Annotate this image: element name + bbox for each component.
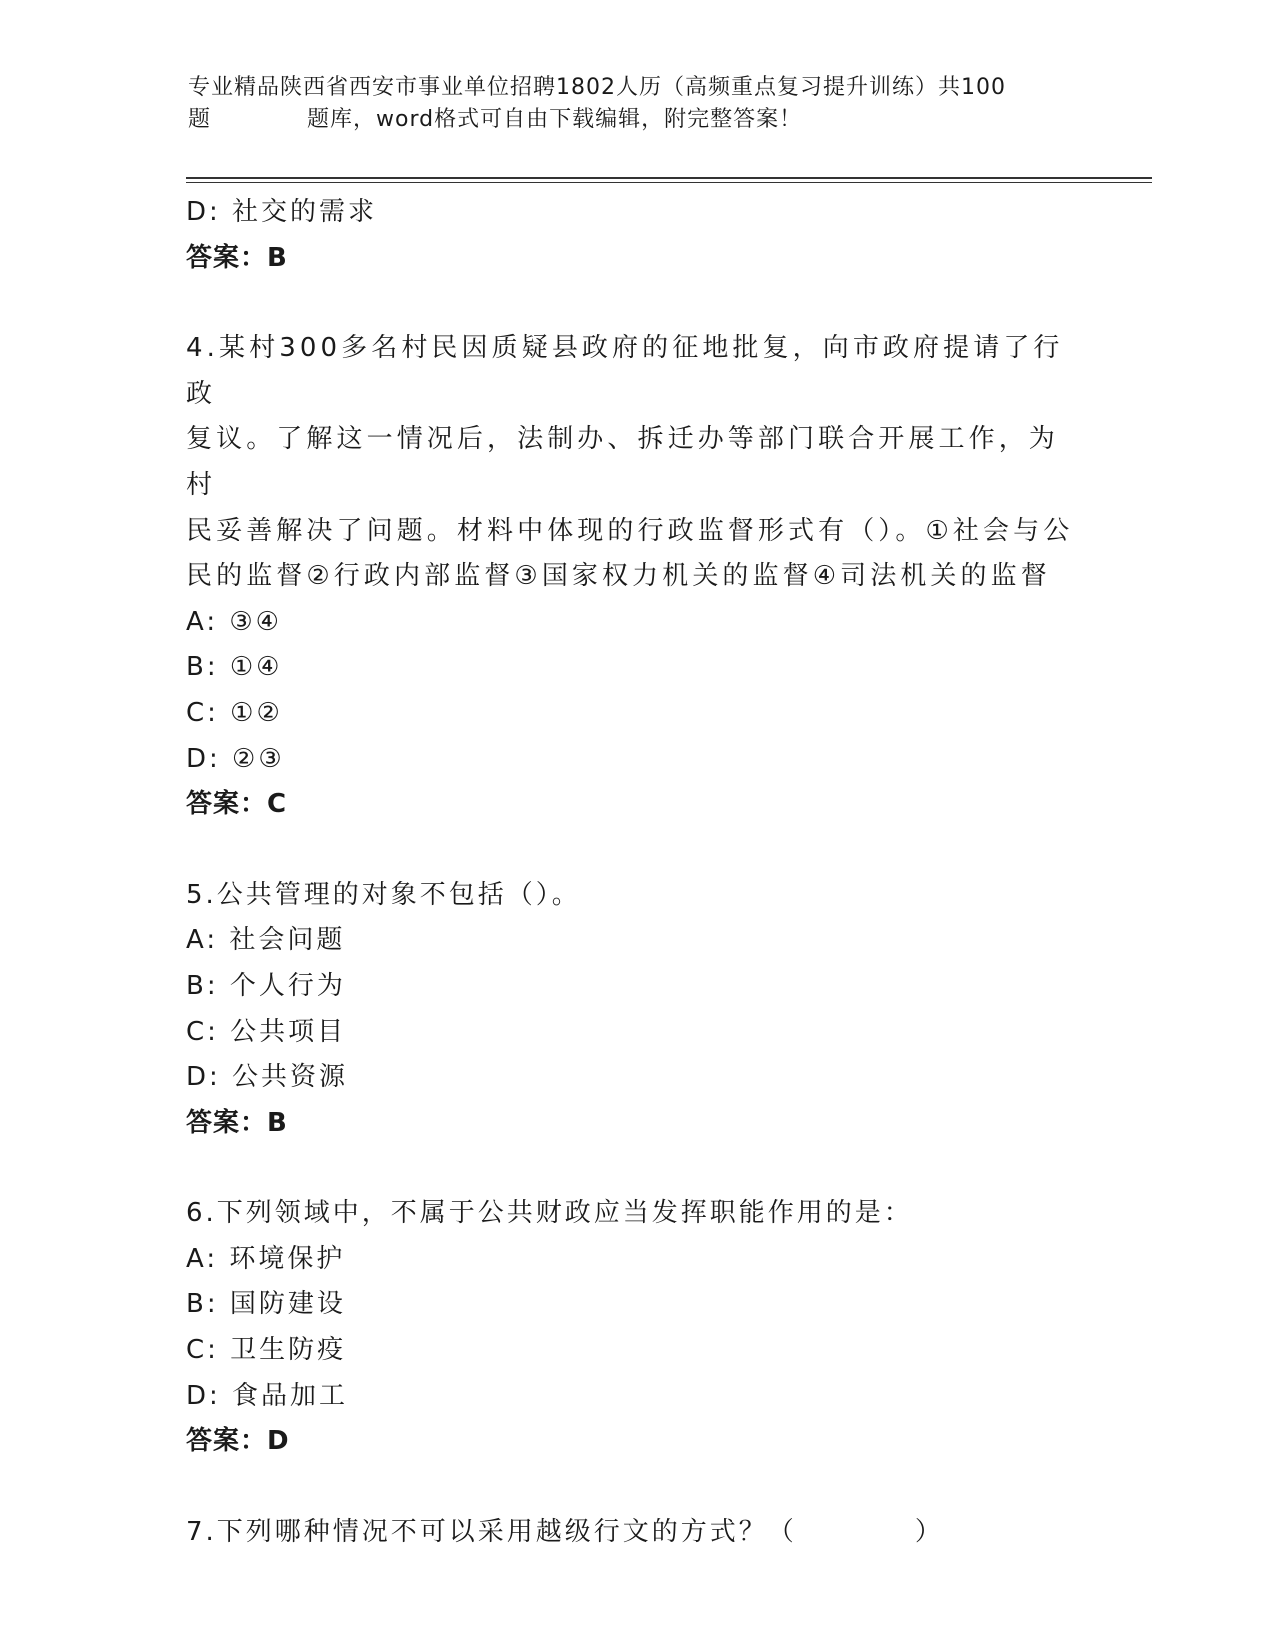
q7-stem (186, 1510, 1086, 1556)
q4-answer: 答案：C (186, 789, 288, 820)
q4-stem-line-2: 复议。了解这一情况后，法制办、拆迁办等部门联合开展工作，为村 (186, 424, 1059, 500)
q5-option-c: C: 公共项目 (186, 1016, 347, 1047)
header-divider-thin (186, 182, 1152, 183)
q6-option-b: B: 国防建设 (186, 1289, 346, 1320)
q3-option-d: D: 社交的需求 (186, 197, 378, 227)
document-body (186, 190, 1086, 1555)
q4-stem-line-3: 民妥善解决了问题。材料中体现的行政监督形式有（）。①社会与公 (186, 515, 1074, 546)
q6-option-d: D: 食品加工 (186, 1380, 349, 1411)
q6-stem: 6.下列领域中，不属于公共财政应当发挥职能作用的是： (186, 1198, 913, 1229)
page-header (188, 72, 1068, 136)
q4-option-b: B: ①④ (186, 652, 283, 683)
q7-stem-text: 7.下列哪种情况不可以采用越级行文的方式？（ (186, 1516, 797, 1547)
q4-stem-line-1: 4.某村300多名村民因质疑县政府的征地批复，向市政府提请了行政 (186, 333, 1064, 409)
q5-option-d: D: 公共资源 (186, 1062, 349, 1093)
q6-answer: 答案：D (186, 1426, 290, 1457)
q4-option-c: C: ①② (186, 697, 283, 728)
q4-stem-line-4: 民的监督②行政内部监督③国家权力机关的监督④司法机关的监督 (186, 561, 1051, 592)
header-line-2 (188, 104, 1068, 136)
q5-option-b: B: 个人行为 (186, 970, 346, 1001)
q6-option-c: C: 卫生防疫 (186, 1335, 347, 1366)
header-line-1: 专业精品陕西省西安市事业单位招聘1802人历（高频重点复习提升训练）共100 (188, 75, 1006, 100)
q5-stem: 5.公共管理的对象不包括（）。 (186, 879, 581, 910)
q4-option-a: A: ③④ (186, 606, 282, 637)
q6-option-a: A: 环境保护 (186, 1243, 346, 1274)
header-line-2-end: 题库，word格式可自由下载编辑，附完整答案！ (307, 107, 803, 132)
q3-answer: 答案：B (186, 242, 288, 273)
header-divider-thick (186, 177, 1152, 179)
q5-option-a: A: 社会问题 (186, 925, 346, 956)
q7-stem-close: ） (914, 1516, 944, 1547)
q4-stem (186, 326, 1086, 600)
header-line-2-start: 题 (188, 107, 212, 132)
q5-answer: 答案：B (186, 1107, 288, 1138)
q4-option-d: D: ②③ (186, 743, 285, 774)
